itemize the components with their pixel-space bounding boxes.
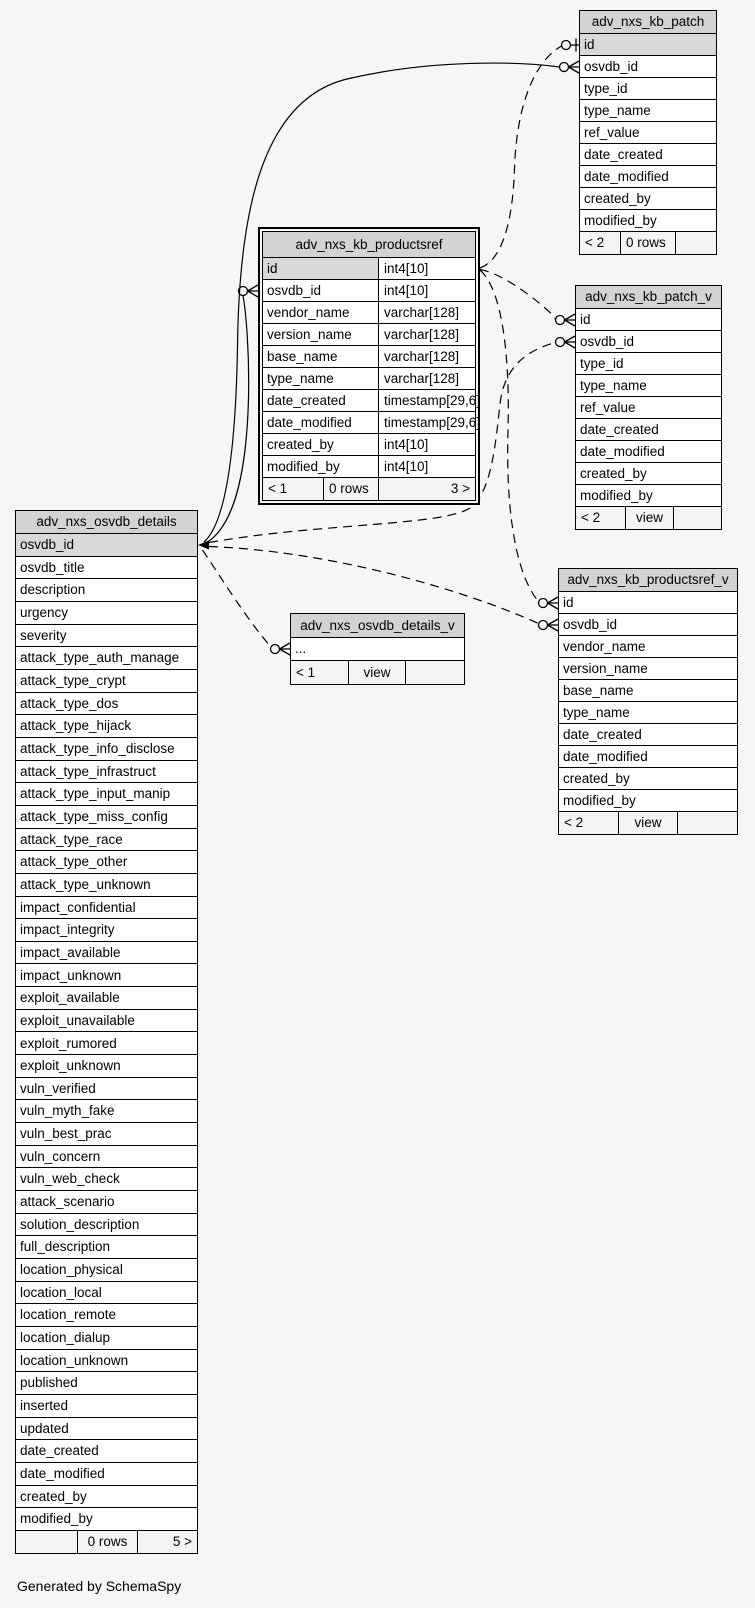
column-row-kb_productsref_v-version_name <box>559 658 737 680</box>
table-kb_productsref <box>262 231 481 501</box>
edge-osvdb_details-to-osvdb_details_v <box>203 550 271 647</box>
footer-related-count: < 2 <box>559 812 619 834</box>
table-header-osvdb_details_v[interactable]: adv_nxs_osvdb_details_v <box>291 614 464 638</box>
column-name: exploit_unknown <box>20 1058 121 1074</box>
footer-children-count: 3 > <box>450 481 470 497</box>
column-row-osvdb_details-attack_type_infrastruct <box>16 761 197 784</box>
generator-credit: Generated by SchemaSpy <box>17 1578 182 1594</box>
column-name: ... <box>295 641 307 657</box>
column-row-osvdb_details-impact_integrity <box>16 919 197 942</box>
column-row-osvdb_details-attack_type_miss_config <box>16 806 197 829</box>
table-footer-osvdb_details <box>16 1531 197 1553</box>
column-row-kb_productsref-type_name <box>263 368 475 390</box>
column-row-kb_patch_v-type_id <box>576 353 721 375</box>
column-name: vuln_concern <box>20 1148 101 1164</box>
column-row-kb_patch-modified_by <box>580 210 716 232</box>
column-row-osvdb_details-attack_type_crypt <box>16 670 197 693</box>
column-row-kb_productsref-vendor_name <box>263 302 475 324</box>
column-row-osvdb_details-vuln_myth_fake <box>16 1100 197 1123</box>
column-row-osvdb_details-impact_available <box>16 942 197 965</box>
column-name: updated <box>20 1420 69 1436</box>
column-row-osvdb_details-vuln_verified <box>16 1078 197 1101</box>
column-type: varchar[128] <box>384 348 460 364</box>
column-row-kb_patch-ref_value <box>580 122 716 144</box>
footer-related-count: < 1 <box>291 661 349 684</box>
column-row-osvdb_details-exploit_unavailable <box>16 1010 197 1033</box>
column-row-kb_productsref-date_modified <box>263 412 481 434</box>
column-name: attack_type_infrastruct <box>20 763 156 779</box>
column-row-osvdb_details-exploit_unknown <box>16 1055 197 1078</box>
column-name: severity <box>20 627 67 643</box>
column-row-kb_patch-osvdb_id <box>580 56 716 78</box>
column-name: osvdb_id <box>580 333 635 349</box>
column-row-kb_productsref_v-base_name <box>559 680 737 702</box>
column-row-osvdb_details-created_by <box>16 1486 197 1509</box>
column-type: varchar[128] <box>384 304 460 320</box>
column-type: int4[10] <box>384 436 429 452</box>
column-type: timestamp[29,6] <box>384 392 481 408</box>
table-osvdb_details <box>15 510 198 1554</box>
footer-rows-label: view <box>626 507 674 529</box>
column-name: base_name <box>563 682 634 698</box>
edge-osvdb_details-to-kb_productsref-endpoint-zero-or-many <box>239 285 259 297</box>
column-row-osvdb_details-exploit_rumored <box>16 1032 197 1055</box>
column-row-osvdb_details-location_local <box>16 1282 197 1305</box>
column-row-kb_productsref_v-modified_by <box>559 790 737 812</box>
column-row-kb_patch_v-date_created <box>576 419 721 441</box>
column-name: attack_type_input_manip <box>20 786 171 802</box>
column-name: attack_type_info_disclose <box>20 740 175 756</box>
column-row-kb_productsref-version_name <box>263 324 475 346</box>
column-name: type_name <box>584 102 651 118</box>
column-row-kb_patch-created_by <box>580 188 716 210</box>
table-header-osvdb_details[interactable]: adv_nxs_osvdb_details <box>16 511 197 534</box>
column-name: osvdb_id <box>263 280 379 301</box>
column-row-osvdb_details-attack_type_auth_manage <box>16 647 197 670</box>
column-name: date_modified <box>263 412 379 433</box>
column-name: modified_by <box>563 792 636 808</box>
column-row-osvdb_details-osvdb_id <box>16 534 197 557</box>
footer-rows-label: view <box>619 812 678 834</box>
edge-kb_productsref-to-kb_productsref_v-endpoint-zero-or-many <box>539 597 559 609</box>
column-name: version_name <box>263 324 379 345</box>
footer-children-count <box>406 661 464 684</box>
column-row-osvdb_details-urgency <box>16 602 197 625</box>
column-name: created_by <box>584 190 651 206</box>
edge-osvdb_details-to-kb_patch_v-endpoint-zero-or-many <box>556 336 576 348</box>
column-row-osvdb_details-attack_type_race <box>16 829 197 852</box>
column-name: date_created <box>563 726 642 742</box>
column-name: description <box>20 582 86 598</box>
column-name: full_description <box>20 1239 111 1255</box>
column-name: attack_type_other <box>20 854 128 870</box>
edge-kb_productsref-to-kb_patch_v-endpoint-zero-or-many <box>556 314 576 326</box>
column-name: date_modified <box>563 748 648 764</box>
column-name: ref_value <box>584 124 640 140</box>
table-header-kb_patch_v[interactable]: adv_nxs_kb_patch_v <box>576 286 721 309</box>
column-name: id <box>584 36 595 52</box>
edge-osvdb_details-to-kb_productsref_v-endpoint-zero-or-many <box>539 619 559 631</box>
column-name: solution_description <box>20 1216 140 1232</box>
column-name: vuln_myth_fake <box>20 1103 115 1119</box>
column-row-osvdb_details-description <box>16 579 197 602</box>
table-footer-kb_productsref <box>263 478 475 500</box>
column-name: exploit_available <box>20 990 120 1006</box>
column-name: location_local <box>20 1284 102 1300</box>
column-row-osvdb_details-severity <box>16 625 197 648</box>
column-name: attack_type_unknown <box>20 876 151 892</box>
edge-osvdb_details-to-kb_productsref <box>206 296 249 543</box>
column-row-osvdb_details-attack_type_input_manip <box>16 783 197 806</box>
table-kb_patch <box>579 10 717 255</box>
column-name: inserted <box>20 1398 69 1414</box>
column-name: location_physical <box>20 1262 123 1278</box>
column-row-osvdb_details-vuln_concern <box>16 1146 197 1169</box>
column-row-osvdb_details-impact_unknown <box>16 964 197 987</box>
column-name: type_name <box>563 704 630 720</box>
column-row-kb_productsref_v-date_modified <box>559 746 737 768</box>
column-name: modified_by <box>263 456 379 477</box>
column-name: date_created <box>584 146 663 162</box>
table-footer-osvdb_details_v <box>291 661 464 684</box>
column-row-osvdb_details-location_remote <box>16 1304 197 1327</box>
column-row-kb_productsref-id <box>263 258 475 280</box>
footer-related-count: < 1 <box>263 478 324 500</box>
column-name: id <box>563 594 574 610</box>
column-row-kb_patch-id <box>580 34 716 56</box>
column-name: impact_integrity <box>20 922 115 938</box>
column-row-osvdb_details-date_created <box>16 1440 197 1463</box>
column-row-osvdb_details-updated <box>16 1418 197 1441</box>
column-name: id <box>263 258 379 279</box>
table-footer-kb_patch_v <box>576 507 721 529</box>
column-name: type_name <box>580 377 647 393</box>
column-row-osvdb_details-modified_by <box>16 1508 197 1531</box>
column-name: date_created <box>263 390 379 411</box>
column-row-osvdb_details-attack_type_hijack <box>16 715 197 738</box>
footer-children-count <box>674 507 721 529</box>
column-name: vendor_name <box>263 302 379 323</box>
column-row-osvdb_details-attack_type_unknown <box>16 874 197 897</box>
table-footer-kb_productsref_v <box>559 812 737 834</box>
column-name: osvdb_title <box>20 559 85 575</box>
column-row-osvdb_details-exploit_available <box>16 987 197 1010</box>
column-row-kb_productsref_v-osvdb_id <box>559 614 737 636</box>
column-name: modified_by <box>584 212 657 228</box>
table-footer-kb_patch <box>580 232 716 254</box>
column-name: date_created <box>20 1443 99 1459</box>
column-row-osvdb_details-inserted <box>16 1395 197 1418</box>
column-name: created_by <box>263 434 379 455</box>
column-name: vuln_best_prac <box>20 1126 112 1142</box>
column-row-kb_patch-date_created <box>580 144 716 166</box>
column-name: created_by <box>20 1488 87 1504</box>
column-name: attack_type_race <box>20 831 123 847</box>
column-name: location_unknown <box>20 1352 129 1368</box>
column-row-kb_productsref-osvdb_id <box>263 280 475 302</box>
column-name: location_remote <box>20 1307 117 1323</box>
table-kb_productsref-outline <box>258 227 480 505</box>
column-name: created_by <box>580 465 647 481</box>
table-header-kb_productsref_v[interactable]: adv_nxs_kb_productsref_v <box>559 569 737 592</box>
column-name: attack_type_crypt <box>20 673 126 689</box>
footer-rows-label: 0 rows <box>324 478 379 500</box>
column-row-kb_productsref_v-id <box>559 592 737 614</box>
footer-children-count <box>678 812 737 834</box>
column-row-osvdb_details-location_unknown <box>16 1350 197 1373</box>
column-row-osvdb_details-vuln_web_check <box>16 1168 197 1191</box>
column-row-kb_patch-type_id <box>580 78 716 100</box>
column-row-osvdb_details-attack_scenario <box>16 1191 197 1214</box>
column-name: attack_type_hijack <box>20 718 132 734</box>
column-name: exploit_unavailable <box>20 1012 135 1028</box>
edge-kb_productsref-to-kb_productsref_v <box>480 270 539 602</box>
column-name: attack_type_dos <box>20 695 119 711</box>
column-row-kb_patch_v-id <box>576 309 721 331</box>
column-type: int4[10] <box>384 282 429 298</box>
column-row-kb_patch_v-ref_value <box>576 397 721 419</box>
column-row-osvdb_details-solution_description <box>16 1214 197 1237</box>
edge-kb_productsref-to-kb_patch-endpoint-zero-or-one <box>562 39 580 52</box>
table-header-kb_patch[interactable]: adv_nxs_kb_patch <box>580 11 716 34</box>
column-row-kb_productsref_v-vendor_name <box>559 636 737 658</box>
table-osvdb_details_v <box>290 613 465 685</box>
footer-related-count: < 2 <box>576 507 626 529</box>
column-name: created_by <box>563 770 630 786</box>
column-row-kb_productsref-modified_by <box>263 456 475 478</box>
column-row-osvdb_details-vuln_best_prac <box>16 1123 197 1146</box>
edge-osvdb_details-to-kb_patch-endpoint-zero-or-many <box>560 61 580 73</box>
column-name: date_created <box>580 421 659 437</box>
column-row-kb_productsref-date_created <box>263 390 481 412</box>
column-type: int4[10] <box>384 260 429 276</box>
column-row-osvdb_details-full_description <box>16 1236 197 1259</box>
footer-rows-label: view <box>349 661 406 684</box>
column-name: osvdb_id <box>563 616 618 632</box>
column-name: urgency <box>20 605 69 621</box>
column-name: impact_confidential <box>20 899 136 915</box>
footer-rows-label: 0 rows <box>78 1531 138 1553</box>
footer-related-count: < 2 <box>580 232 621 254</box>
footer-rows-label: 0 rows <box>621 232 676 254</box>
column-row-osvdb_details_v- <box>291 638 464 661</box>
column-type: int4[10] <box>384 458 429 474</box>
column-row-kb_patch-date_modified <box>580 166 716 188</box>
column-row-kb_patch_v-type_name <box>576 375 721 397</box>
column-row-kb_patch-type_name <box>580 100 716 122</box>
column-row-kb_patch_v-created_by <box>576 463 721 485</box>
column-name: date_modified <box>20 1465 105 1481</box>
edge-kb_productsref-to-kb_patch_v <box>480 270 556 320</box>
column-name: type_name <box>263 368 379 389</box>
table-kb_productsref_v <box>558 568 738 835</box>
column-type: timestamp[29,6] <box>384 414 481 430</box>
column-name: vuln_verified <box>20 1080 96 1096</box>
footer-related-count <box>16 1531 78 1553</box>
column-row-osvdb_details-attack_type_dos <box>16 693 197 716</box>
column-name: impact_available <box>20 944 121 960</box>
column-name: exploit_rumored <box>20 1035 117 1051</box>
column-row-kb_productsref-created_by <box>263 434 475 456</box>
column-row-osvdb_details-location_dialup <box>16 1327 197 1350</box>
column-row-kb_productsref_v-date_created <box>559 724 737 746</box>
column-name: vuln_web_check <box>20 1171 120 1187</box>
column-name: type_id <box>580 355 624 371</box>
column-row-kb_productsref_v-type_name <box>559 702 737 724</box>
footer-children-count <box>676 232 716 254</box>
column-row-osvdb_details-impact_confidential <box>16 897 197 920</box>
column-row-osvdb_details-attack_type_other <box>16 851 197 874</box>
column-name: base_name <box>263 346 379 367</box>
column-row-kb_patch_v-modified_by <box>576 485 721 507</box>
column-name: location_dialup <box>20 1330 111 1346</box>
table-kb_patch_v <box>575 285 722 530</box>
column-name: modified_by <box>20 1511 93 1527</box>
edge-convergence-arrowhead <box>198 541 209 550</box>
edge-osvdb_details-to-osvdb_details_v-endpoint-zero-or-many <box>271 643 291 655</box>
column-name: type_id <box>584 80 628 96</box>
edge-kb_productsref-to-kb_patch <box>480 46 562 268</box>
column-name: date_modified <box>584 168 669 184</box>
column-name: osvdb_id <box>584 58 639 74</box>
column-type: varchar[128] <box>384 370 460 386</box>
column-row-kb_patch_v-osvdb_id <box>576 331 721 353</box>
column-name: date_modified <box>580 443 665 459</box>
column-name: version_name <box>563 660 648 676</box>
table-header-kb_productsref[interactable]: adv_nxs_kb_productsref <box>263 232 475 258</box>
column-row-kb_patch_v-date_modified <box>576 441 721 463</box>
column-type: varchar[128] <box>384 326 460 342</box>
column-name: attack_scenario <box>20 1194 115 1210</box>
column-name: id <box>580 311 591 327</box>
column-name: ref_value <box>580 399 636 415</box>
edge-osvdb_details-to-kb_productsref_v <box>209 547 539 624</box>
column-row-osvdb_details-published <box>16 1372 197 1395</box>
column-name: impact_unknown <box>20 967 122 983</box>
column-name: attack_type_miss_config <box>20 808 168 824</box>
column-row-kb_productsref-base_name <box>263 346 475 368</box>
column-row-osvdb_details-location_physical <box>16 1259 197 1282</box>
column-name: vendor_name <box>563 638 646 654</box>
column-name: attack_type_auth_manage <box>20 650 180 666</box>
column-name: published <box>20 1375 78 1391</box>
column-name: osvdb_id <box>20 537 75 553</box>
column-row-osvdb_details-attack_type_info_disclose <box>16 738 197 761</box>
column-row-osvdb_details-osvdb_title <box>16 557 197 580</box>
column-name: modified_by <box>580 487 653 503</box>
column-row-osvdb_details-date_modified <box>16 1463 197 1486</box>
column-row-kb_productsref_v-created_by <box>559 768 737 790</box>
footer-children-count: 5 > <box>172 1534 192 1550</box>
